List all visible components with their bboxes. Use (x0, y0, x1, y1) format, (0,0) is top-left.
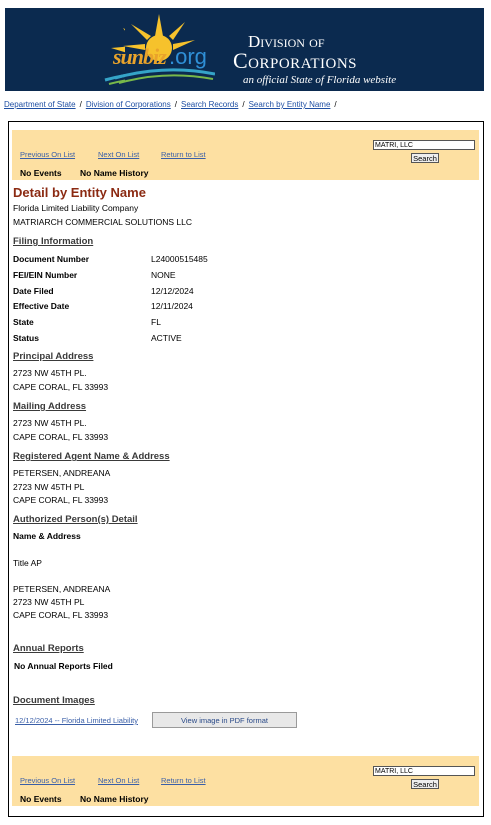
next-on-list-link[interactable]: Next On List (98, 776, 140, 785)
name-and-address-label: Name & Address (13, 531, 81, 541)
top-navigation-bar (12, 130, 479, 180)
view-pdf-button[interactable]: View image in PDF format (152, 712, 297, 728)
document-number-label: Document Number (13, 254, 90, 264)
search-input[interactable]: MATRI, LLC (373, 766, 475, 776)
entity-type: Florida Limited Liability Company (13, 203, 139, 213)
authorized-name: PETERSEN, ANDREANA (13, 584, 111, 594)
page-title: Detail by Entity Name (13, 185, 146, 200)
state-value: FL (151, 317, 161, 327)
mailing-address-line2: CAPE CORAL, FL 33993 (13, 432, 109, 442)
no-events-label: No Events (20, 168, 62, 178)
date-filed-value: 12/12/2024 (151, 286, 194, 296)
site-header (5, 8, 484, 91)
agent-name: PETERSEN, ANDREANA (13, 468, 111, 478)
principal-address-line1: 2723 NW 45TH PL. (13, 368, 87, 378)
document-image-link[interactable]: 12/12/2024 -- Florida Limited Liability (15, 716, 138, 725)
principal-address-line2: CAPE CORAL, FL 33993 (13, 382, 109, 392)
no-name-history-label: No Name History (80, 168, 149, 178)
search-button[interactable]: Search (411, 153, 439, 163)
entity-detail-panel (8, 121, 484, 817)
search-button[interactable]: Search (411, 779, 439, 789)
agent-address-line2: CAPE CORAL, FL 33993 (13, 495, 109, 505)
breadcrumb-separator: / (79, 100, 82, 109)
status-label: Status (13, 333, 39, 343)
state-label: State (13, 317, 34, 327)
breadcrumb-department-of-state[interactable]: Department of State (4, 100, 76, 109)
breadcrumb-search-records[interactable]: Search Records (181, 100, 239, 109)
entity-name: MATRIARCH COMMERCIAL SOLUTIONS LLC (13, 217, 192, 227)
logo-sunbiz-text: sunbiz (113, 44, 166, 69)
header-title-line2: Corporations (233, 48, 358, 73)
header-subtitle: an official State of Florida website (243, 74, 397, 86)
authorized-title: Title AP (13, 558, 42, 568)
header-title-line1: Division of (248, 32, 325, 51)
effective-date-value: 12/11/2024 (151, 301, 193, 311)
date-filed-label: Date Filed (13, 286, 54, 296)
breadcrumb-separator: / (174, 100, 177, 109)
effective-date-label: Effective Date (13, 301, 70, 311)
next-on-list-link[interactable]: Next On List (98, 150, 140, 159)
fei-ein-value: NONE (151, 270, 176, 280)
breadcrumb-separator: / (334, 100, 337, 109)
status-value: ACTIVE (151, 333, 182, 343)
previous-on-list-link[interactable]: Previous On List (20, 150, 76, 159)
breadcrumb-division-of-corporations[interactable]: Division of Corporations (85, 100, 171, 109)
breadcrumb (4, 100, 341, 109)
mailing-address-heading: Mailing Address (13, 401, 87, 412)
search-input[interactable]: MATRI, LLC (373, 140, 475, 150)
authorized-address-line2: CAPE CORAL, FL 33993 (13, 610, 109, 620)
registered-agent-heading: Registered Agent Name & Address (13, 451, 170, 462)
agent-address-line1: 2723 NW 45TH PL (13, 482, 85, 492)
breadcrumb-separator: / (242, 100, 245, 109)
annual-reports-heading: Annual Reports (13, 643, 84, 654)
sun-logo-icon (5, 8, 125, 91)
document-images-heading: Document Images (13, 695, 95, 706)
logo-org-text: .org (169, 44, 207, 69)
return-to-list-link[interactable]: Return to List (161, 150, 206, 159)
fei-ein-label: FEI/EIN Number (13, 270, 78, 280)
breadcrumb-search-by-entity-name[interactable]: Search by Entity Name (248, 100, 331, 109)
previous-on-list-link[interactable]: Previous On List (20, 776, 76, 785)
authorized-address-line1: 2723 NW 45TH PL (13, 597, 85, 607)
mailing-address-line1: 2723 NW 45TH PL. (13, 418, 87, 428)
return-to-list-link[interactable]: Return to List (161, 776, 206, 785)
principal-address-heading: Principal Address (13, 351, 94, 362)
filing-information-heading: Filing Information (13, 236, 94, 247)
no-events-label: No Events (20, 794, 62, 804)
bottom-navigation-bar (12, 756, 479, 806)
no-annual-reports-text: No Annual Reports Filed (14, 661, 113, 671)
no-name-history-label: No Name History (80, 794, 149, 804)
authorized-persons-heading: Authorized Person(s) Detail (13, 514, 138, 525)
document-number-value: L24000515485 (151, 254, 208, 264)
